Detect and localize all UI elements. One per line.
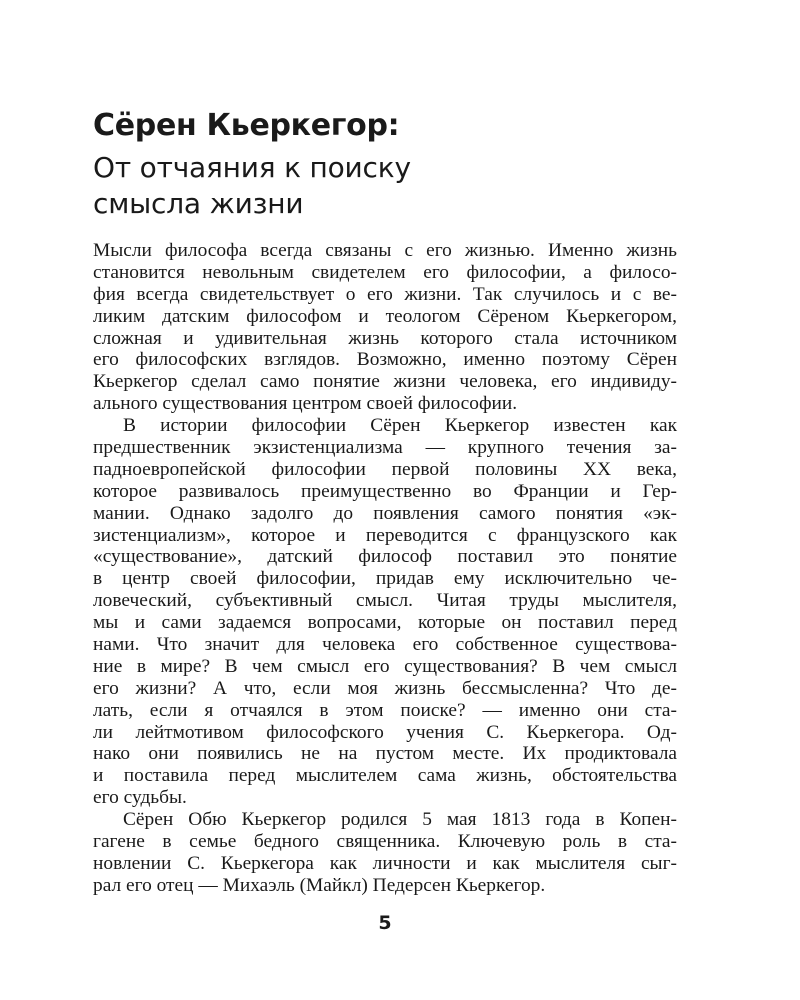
text-line: ликим датским философом и теологом Сёреном Кьеркегором, <box>93 305 677 327</box>
text-line: сложная и удивительная жизнь которого стала источником <box>93 327 677 349</box>
chapter-heading <box>93 108 713 222</box>
text-line: предшественник экзистенциализма — крупного течения за- <box>93 437 677 459</box>
page-number: 5 <box>378 912 392 934</box>
text-line: его жизни? А что, если моя жизнь бессмысленна? Что де- <box>93 677 677 699</box>
text-line: лать, если я отчаялся в этом поиске? — именно они ста- <box>93 699 677 721</box>
text-line: Кьеркегор сделал само понятие жизни человека, его индивиду- <box>93 371 677 393</box>
text-line: фия всегда свидетельствует о его жизни. Так случилось и с ве- <box>93 283 677 305</box>
text-line: Сёрен Обю Кьеркегор родился 5 мая 1813 года в Копен- <box>123 809 677 831</box>
text-line: падноевропейской философии первой половины XX века, <box>93 458 677 480</box>
text-line: мы и сами задаемся вопросами, которые он поставил перед <box>93 612 677 634</box>
text-line: ального существования центром своей философии. <box>93 393 518 415</box>
text-line: его философских взглядов. Возможно, именно поэтому Сёрен <box>93 349 677 371</box>
text-line: в центр своей философии, придав ему исключительно че- <box>93 568 677 590</box>
text-line: гагене в семье бедного священника. Ключевую роль в ста- <box>93 831 677 853</box>
text-line: «существование», датский философ поставил это понятие <box>93 546 677 568</box>
text-line: которое развивалось преимущественно во Франции и Гер- <box>93 480 677 502</box>
text-line: Мысли философа всегда связаны с его жизнью. Именно жизнь <box>93 240 677 261</box>
text-line: становится невольным свидетелем его философии, а филосо- <box>93 261 677 283</box>
text-line: нами. Что значит для человека его собственное существова- <box>93 634 677 656</box>
text-line: зистенциализм», которое и переводится с французского как <box>93 524 677 546</box>
text-line: ние в мире? В чем смысл его существования? В чем смысл <box>93 655 677 677</box>
chapter-subtitle-line: смысла жизни <box>93 187 304 220</box>
text-line: ли лейтмотивом философского учения С. Кьеркегора. Од- <box>93 721 677 743</box>
text-line: В истории философии Сёрен Кьеркегор известен как <box>123 415 677 437</box>
text-line: и поставила перед мыслителем сама жизнь, обстоятельства <box>93 765 677 787</box>
chapter-subtitle <box>93 150 713 222</box>
text-line: нако они появились не на пустом месте. Их продиктовала <box>93 743 677 765</box>
text-line: ловеческий, субъективный смысл. Читая труды мыслителя, <box>93 590 677 612</box>
text-line: рал его отец — Михаэль (Майкл) Педерсен Кьеркегор. <box>93 874 546 896</box>
text-line: его судьбы. <box>93 787 187 809</box>
chapter-subtitle-line: От отчаяния к поиску <box>93 151 411 184</box>
text-line: новлении С. Кьеркегора как личности и как мыслителя сыг- <box>93 852 677 874</box>
body-text <box>93 240 677 897</box>
chapter-title: Сёрен Кьеркегор: <box>93 108 400 143</box>
text-line: мании. Однако задолго до появления самого понятия «эк- <box>93 502 677 524</box>
